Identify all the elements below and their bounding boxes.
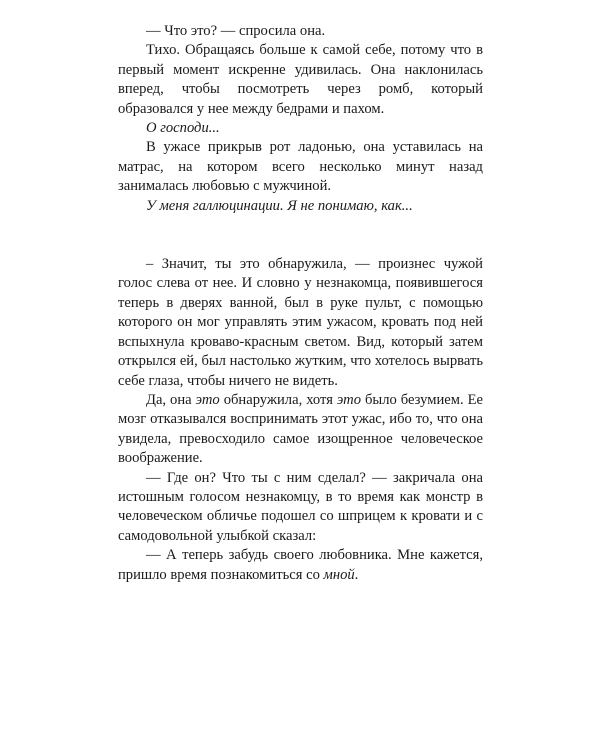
italic-emphasis: это <box>336 391 361 408</box>
section-break <box>118 216 483 255</box>
paragraph-hallucination <box>118 197 483 216</box>
italic-thought: У меня галлюцинации. Я не понимаю, как... <box>146 197 413 214</box>
italic-thought: О господи... <box>146 120 220 137</box>
paragraph-forget-lover: — А теперь забудь своего любовника. Мне кажется, пришло время познакомиться со мной. <box>118 547 483 583</box>
paragraph-horror: В ужасе прикрыв рот ладонью, она уставилась на матрас, на котором всего несколько минут назад занималась любовью с мужчиной. <box>118 139 483 195</box>
paragraph-quiet: Тихо. Обращаясь больше к самой себе, потому что в первый момент искренне удивилась. Она наклонилась вперед, чтобы посмотреть через ромб, который образовался у нее между бедрами и пахом. <box>118 42 483 117</box>
paragraph-discovered: Да, она это обнаружила, хотя это было безумием. Ее мозг отказывался воспринимать этот ужас, ибо то, что она увидела, превосходило самое изощренное человеческое воображение. <box>118 391 483 467</box>
book-page <box>118 22 483 585</box>
paragraph-stranger-voice: – Значит, ты это обнаружила, — произнес чужой голос слева от нее. И словно у незнакомца, появившегося теперь в дверях ванной, был в руке пульт, с помощью которого он мог управлять этим ужасом, кровать под ней вспыхнула кроваво-красным светом. Вид, который затем открылся ей, был настолько жутким, что хотелось вырвать себе глаза, чтобы ничего не видеть. <box>118 256 483 389</box>
paragraph-oh-god <box>118 119 483 138</box>
italic-emphasis: это <box>195 391 220 408</box>
paragraph-where-is-he: — Где он? Что ты с ним сделал? — закричала она истошным голосом незнакомцу, в то время как монстр в человеческом обличье подошел со шприцем к кровати и с самодовольной улыбкой сказал: <box>118 469 483 544</box>
italic-emphasis: мной <box>323 566 355 583</box>
paragraph-question: — Что это? — спросила она. <box>146 23 326 39</box>
